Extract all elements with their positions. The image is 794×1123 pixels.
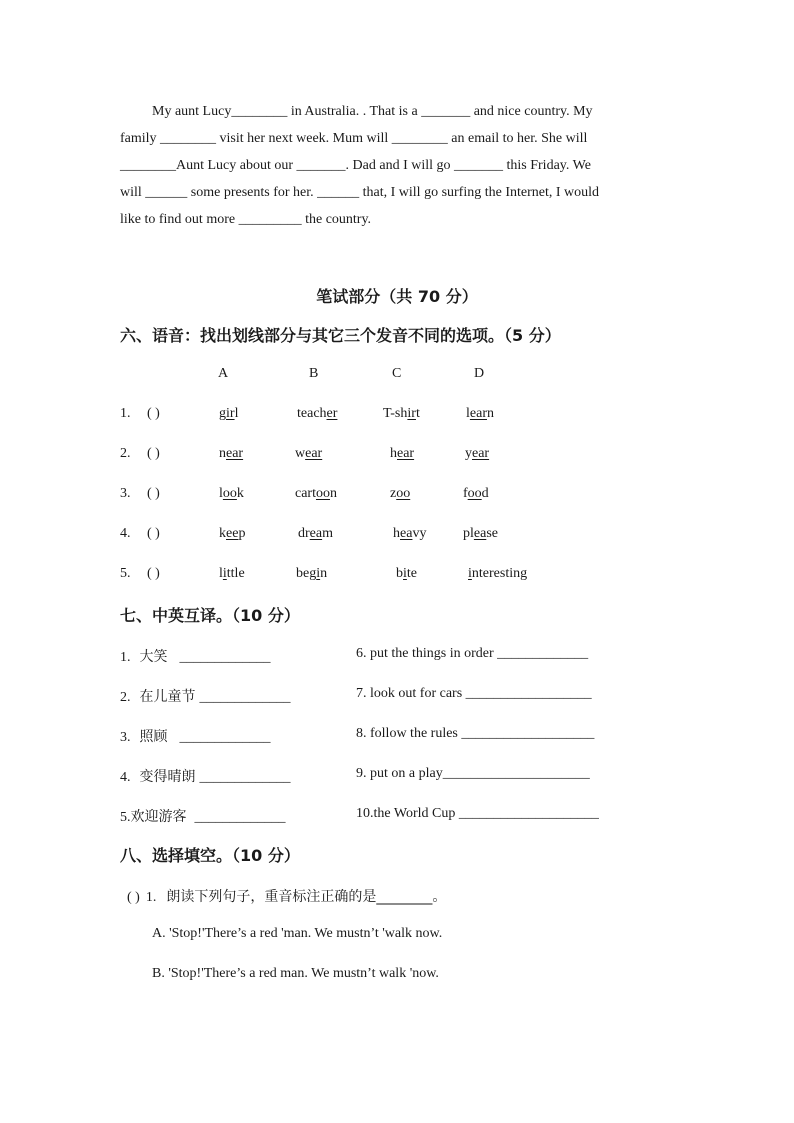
- item-number: 2.: [120, 690, 131, 705]
- item-text: 变得晴朗: [139, 769, 196, 785]
- underlined-letters: oo: [467, 486, 482, 501]
- word-part: d: [481, 486, 489, 501]
- option-word-d: [466, 406, 494, 422]
- question-number: 4.: [120, 526, 131, 541]
- word-part: l: [466, 406, 470, 421]
- option-word-c: [390, 486, 410, 502]
- choice-question-1: [127, 886, 446, 906]
- option-letter-c: C: [392, 366, 402, 381]
- translation-item: [120, 766, 291, 786]
- option-word-b: [297, 406, 337, 422]
- question-number: 1.: [120, 406, 131, 421]
- choice-option-b: B. 'Stop!'There’s a red man. We mustn’t walk 'now.: [152, 966, 439, 981]
- word-part: te: [406, 566, 417, 581]
- option-word-a: [219, 486, 244, 502]
- underlined-letters: i: [222, 566, 227, 581]
- translation-item-7: 7. look out for cars __________________: [356, 686, 592, 701]
- answer-parentheses[interactable]: ( ): [147, 406, 160, 421]
- option-word-b: [295, 446, 322, 462]
- word-part: beg: [296, 566, 317, 581]
- answer-parentheses[interactable]: ( ): [147, 486, 160, 501]
- item-text: 照顾: [139, 729, 168, 745]
- answer-parentheses[interactable]: ( ): [147, 566, 160, 581]
- item-text: 欢迎游客: [130, 809, 187, 825]
- underlined-letters: i: [468, 566, 472, 581]
- option-letter-d: D: [474, 366, 485, 381]
- option-word-c: [393, 526, 426, 542]
- choice-option-a: A. 'Stop!'There’s a red 'man. We mustn’t 'walk now.: [152, 926, 443, 941]
- option-word-d: [463, 486, 489, 502]
- translation-item-6: 6. put the things in order _____________: [356, 646, 589, 661]
- translation-item: [120, 806, 286, 826]
- word-part: k: [236, 486, 244, 501]
- translation-item-9: 9. put on a play_____________________: [356, 766, 590, 781]
- translation-item: [120, 686, 291, 706]
- underlined-letters: oo: [396, 486, 411, 501]
- answer-blank[interactable]: _____________: [199, 770, 291, 785]
- answer-blank[interactable]: _____________: [194, 810, 286, 825]
- answer-blank[interactable]: _____________: [179, 650, 271, 665]
- word-part: y: [465, 446, 472, 461]
- option-word-c: [383, 406, 420, 422]
- word-part: h: [390, 446, 397, 461]
- underlined-letters: er: [326, 406, 338, 421]
- option-word-b: [298, 526, 333, 542]
- passage-line-2: family ________ visit her next week. Mum will ________ an email to her. She will: [120, 131, 588, 146]
- passage-line-1: My aunt Lucy________ in Australia. . That is a _______ and nice country. My: [152, 104, 593, 119]
- answer-parentheses[interactable]: ( ): [127, 890, 140, 905]
- word-part: z: [390, 486, 397, 501]
- option-word-a: [219, 406, 238, 422]
- option-word-a: [219, 446, 243, 462]
- option-word-b: [295, 486, 337, 502]
- underlined-letters: ea: [400, 526, 413, 541]
- underlined-letters: gir: [219, 406, 235, 421]
- question-blank: ________。: [376, 889, 447, 905]
- word-part: k: [219, 526, 226, 541]
- option-letter-a: A: [218, 366, 229, 381]
- option-letter-b: B: [309, 366, 319, 381]
- option-word-a: [219, 566, 245, 582]
- word-part: l: [219, 566, 223, 581]
- word-part: nteresting: [471, 566, 528, 581]
- word-part: n: [329, 486, 337, 501]
- word-part: p: [238, 526, 246, 541]
- word-part: l: [219, 486, 223, 501]
- word-part: teach: [297, 406, 327, 421]
- passage-line-4: will ______ some presents for her. ______ that, I will go surfing the Internet, I would: [120, 185, 600, 200]
- option-word-c: [396, 566, 417, 582]
- option-word-b: [296, 566, 327, 582]
- section-7-heading: 七、中英互译。（10 分）: [120, 606, 300, 625]
- word-part: T-sh: [383, 406, 408, 421]
- translation-item-8: 8. follow the rules ___________________: [356, 726, 595, 741]
- answer-parentheses[interactable]: ( ): [147, 526, 160, 541]
- underlined-letters: i: [403, 566, 407, 581]
- item-text: 大笑: [139, 649, 168, 665]
- word-part: pl: [463, 526, 474, 541]
- option-word-c: [390, 446, 414, 462]
- question-number: 3.: [120, 486, 131, 501]
- underlined-letters: ear: [472, 446, 490, 461]
- word-part: dr: [298, 526, 310, 541]
- word-part: b: [396, 566, 403, 581]
- underlined-letters: ir: [407, 406, 416, 421]
- item-text: 在儿童节: [139, 689, 196, 705]
- word-part: vy: [412, 526, 427, 541]
- underlined-letters: ear: [226, 446, 244, 461]
- item-number: 5.: [120, 810, 131, 825]
- word-part: n: [320, 566, 328, 581]
- word-part: h: [393, 526, 400, 541]
- underlined-letters: ear: [305, 446, 323, 461]
- written-part-title: 笔试部分（共 70 分）: [316, 287, 478, 306]
- translation-item: [120, 646, 271, 666]
- section-6-heading: 六、语音：找出划线部分与其它三个发音不同的选项。（5 分）: [120, 326, 561, 345]
- underlined-letters: ea: [309, 526, 323, 541]
- translation-item: [120, 726, 271, 746]
- word-part: f: [463, 486, 468, 501]
- answer-blank[interactable]: _____________: [179, 730, 271, 745]
- word-part: n: [486, 406, 494, 421]
- translation-item-10: 10.the World Cup ____________________: [356, 806, 599, 821]
- question-text: 朗读下列句子，重音标注正确的是: [166, 889, 377, 905]
- section-8-heading: 八、选择填空。（10 分）: [120, 846, 300, 865]
- item-number: 3.: [120, 730, 131, 745]
- answer-parentheses[interactable]: ( ): [147, 446, 160, 461]
- word-part: t: [415, 406, 420, 421]
- word-part: ttle: [226, 566, 245, 581]
- underlined-letters: ee: [226, 526, 239, 541]
- word-part: l: [234, 406, 239, 421]
- option-word-d: [463, 526, 498, 542]
- underlined-letters: ea: [473, 526, 487, 541]
- passage-line-3: ________Aunt Lucy about our _______. Dad and I will go _______ this Friday. We: [120, 158, 591, 173]
- question-number: 1.: [145, 890, 157, 905]
- word-part: n: [219, 446, 226, 461]
- word-part: w: [295, 446, 306, 461]
- option-word-d: [465, 446, 489, 462]
- answer-blank[interactable]: _____________: [199, 690, 291, 705]
- question-number: 2.: [120, 446, 131, 461]
- word-part: cart: [295, 486, 316, 501]
- underlined-letters: ear: [469, 406, 487, 421]
- word-part: m: [322, 526, 333, 541]
- question-number: 5.: [120, 566, 131, 581]
- item-number: 4.: [120, 770, 131, 785]
- option-word-d: [468, 566, 527, 582]
- option-word-a: [219, 526, 245, 542]
- passage-line-5: like to find out more _________ the country.: [120, 212, 372, 227]
- underlined-letters: oo: [315, 486, 330, 501]
- word-part: se: [486, 526, 498, 541]
- underlined-letters: ear: [397, 446, 415, 461]
- underlined-letters: oo: [222, 486, 237, 501]
- item-number: 1.: [120, 650, 131, 665]
- underlined-letters: i: [316, 566, 321, 581]
